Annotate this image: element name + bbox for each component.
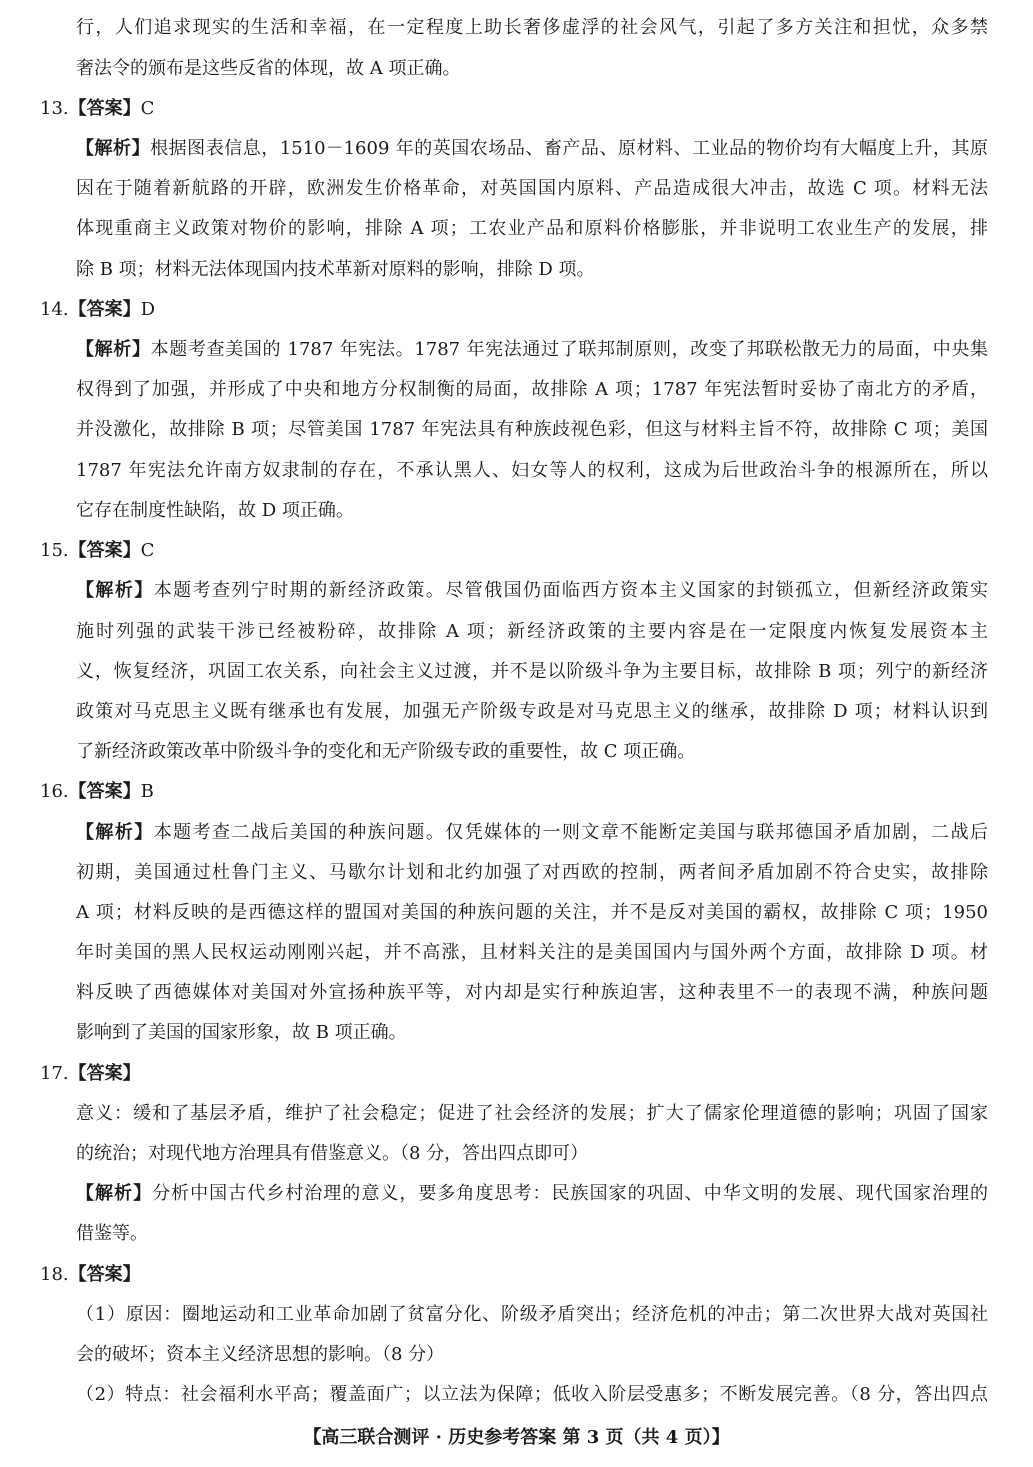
analysis-tag: 【解析】 bbox=[76, 580, 154, 601]
answer-line: （1）原因：圈地运动和工业革命加剧了贫富分化、阶级矛盾突出；经济危机的冲击；第二次世界大战对英国社 bbox=[76, 1304, 988, 1325]
answer-tag: 【答案】 bbox=[68, 781, 141, 802]
answer-line: 的统治；对现代地方治理具有借鉴意义。（8 分，答出四点即可） bbox=[76, 1143, 589, 1164]
question-18-heading bbox=[40, 1263, 141, 1287]
analysis-line: 了新经济政策改革中阶级斗争的变化和无产阶级专政的重要性，故 C 项正确。 bbox=[76, 741, 696, 762]
question-number: 13. bbox=[40, 98, 69, 119]
analysis-line bbox=[76, 137, 988, 161]
question-number: 14. bbox=[40, 299, 69, 320]
question-number: 15. bbox=[40, 540, 69, 561]
answer-line: 意义：缓和了基层矛盾，维护了社会稳定；促进了社会经济的发展；扩大了儒家伦理道德的影响；巩固了国家 bbox=[76, 1103, 988, 1124]
analysis-line bbox=[76, 338, 988, 362]
analysis-line: 料反映了西德媒体对美国对外宣扬种族平等，对内却是实行种族迫害，这种表里不一的表现不满，种族问题 bbox=[76, 982, 988, 1003]
analysis-line bbox=[76, 821, 988, 845]
analysis-line: 1787 年宪法允许南方奴隶制的存在，不承认黑人、妇女等人的权利，这成为后世政治斗争的根源所在，所以 bbox=[76, 460, 988, 481]
answer-choice: D bbox=[140, 299, 156, 320]
page-footer bbox=[0, 1426, 1033, 1450]
analysis-line: 义，恢复经济，巩固工农关系，向社会主义过渡，并不是以阶级斗争为主要目标，故排除 B 项；列宁的新经济 bbox=[76, 661, 988, 682]
analysis-line: 除 B 项；材料无法体现国内技术革新对原料的影响，排除 D 项。 bbox=[76, 259, 595, 280]
analysis-line: 年时美国的黑人民权运动刚刚兴起，并不高涨，且材料关注的是美国国内与国外两个方面，故排除 D 项。材 bbox=[76, 942, 988, 963]
answer-tag: 【答案】 bbox=[68, 98, 141, 119]
question-number: 17. bbox=[40, 1063, 69, 1084]
analysis-line: 它存在制度性缺陷，故 D 项正确。 bbox=[76, 500, 354, 521]
analysis-line: 体现重商主义政策对物价的影响，排除 A 项；工农业产品和原料价格膨胀，并非说明工农业生产的发展，排 bbox=[76, 218, 988, 239]
question-number: 16. bbox=[40, 781, 69, 802]
analysis-line: 因在于随着新航路的开辟，欧洲发生价格革命，对英国国内原料、产品造成很大冲击，故选 C 项。材料无法 bbox=[76, 178, 988, 199]
analysis-text: 分析中国古代乡村治理的意义，要多角度思考：民族国家的巩固、中华文明的发展、现代国家治理的 bbox=[152, 1183, 989, 1204]
analysis-line: 初期，美国通过杜鲁门主义、马歇尔计划和北约加强了对西欧的控制，两者间矛盾加剧不符合史实，故排除 bbox=[76, 862, 988, 883]
question-16-heading bbox=[40, 780, 154, 804]
question-15-heading bbox=[40, 539, 154, 563]
answer-line: （2）特点：社会福利水平高；覆盖面广；以立法为保障；低收入阶层受惠多；不断发展完善。（8 分，答出四点 bbox=[76, 1384, 988, 1405]
question-13-heading bbox=[40, 97, 154, 121]
answer-tag: 【答案】 bbox=[68, 1264, 141, 1285]
question-14-heading bbox=[40, 298, 155, 322]
analysis-line: 借鉴等。 bbox=[76, 1223, 148, 1244]
analysis-line bbox=[76, 579, 988, 603]
answer-choice: C bbox=[140, 98, 155, 119]
analysis-text: 本题考查二战后美国的种族问题。仅凭媒体的一则文章不能断定美国与联邦德国矛盾加剧，二战后 bbox=[153, 822, 989, 843]
analysis-tag: 【解析】 bbox=[76, 822, 154, 843]
question-17-heading bbox=[40, 1062, 141, 1086]
answer-choice: C bbox=[140, 540, 155, 561]
continued-line: 行，人们追求现实的生活和幸福，在一定程度上助长奢侈虚浮的社会风气，引起了多方关注和担忧，众多禁 bbox=[76, 17, 988, 38]
answer-line: 会的破坏；资本主义经济思想的影响。（8 分） bbox=[76, 1344, 445, 1365]
analysis-line: 政策对马克思主义既有继承也有发展，加强无产阶级专政是对马克思主义的继承，故排除 D 项；材料认识到 bbox=[76, 701, 988, 722]
analysis-tag: 【解析】 bbox=[76, 138, 151, 159]
analysis-tag: 【解析】 bbox=[76, 1183, 153, 1204]
analysis-line: 施时列强的武装干涉已经被粉碎，故排除 A 项；新经济政策的主要内容是在一定限度内恢复发展资本主 bbox=[76, 621, 988, 642]
analysis-tag: 【解析】 bbox=[76, 339, 151, 360]
analysis-text: 本题考查美国的 1787 年宪法。1787 年宪法通过了联邦制原则，改变了邦联松散无力的局面，中央集 bbox=[150, 339, 989, 360]
footer-page-number: 第 3 页（共 4 页）】 bbox=[556, 1427, 730, 1448]
analysis-line: 并没激化，故排除 B 项；尽管美国 1787 年宪法具有种族歧视色彩，但这与材料主旨不符，故排除 C 项；美国 bbox=[76, 419, 988, 440]
answer-tag: 【答案】 bbox=[68, 540, 141, 561]
question-number: 18. bbox=[40, 1264, 69, 1285]
analysis-text: 根据图表信息，1510－1609 年的英国农场品、畜产品、原材料、工业品的物价均有大幅度上升，其原 bbox=[150, 138, 988, 159]
analysis-line bbox=[76, 1182, 988, 1206]
footer-exam-name: 【高三联合测评 · bbox=[303, 1427, 442, 1448]
analysis-line: 权得到了加强，并形成了中央和地方分权制衡的局面，故排除 A 项；1787 年宪法暂时妥协了南北方的矛盾， bbox=[76, 379, 988, 400]
answer-choice: B bbox=[140, 781, 154, 802]
continued-line: 奢法令的颁布是这些反省的体现，故 A 项正确。 bbox=[76, 58, 461, 79]
analysis-text: 本题考查列宁时期的新经济政策。尽管俄国仍面临西方资本主义国家的封锁孤立，但新经济政策实 bbox=[153, 580, 989, 601]
answer-tag: 【答案】 bbox=[68, 299, 141, 320]
analysis-line: A 项；材料反映的是西德这样的盟国对美国的种族问题的关注，并不是反对美国的霸权，故排除 C 项；1950 bbox=[76, 902, 988, 923]
analysis-line: 影响到了美国的国家形象，故 B 项正确。 bbox=[76, 1022, 407, 1043]
footer-subject: 历史参考答案 bbox=[441, 1427, 557, 1448]
answer-tag: 【答案】 bbox=[68, 1063, 141, 1084]
